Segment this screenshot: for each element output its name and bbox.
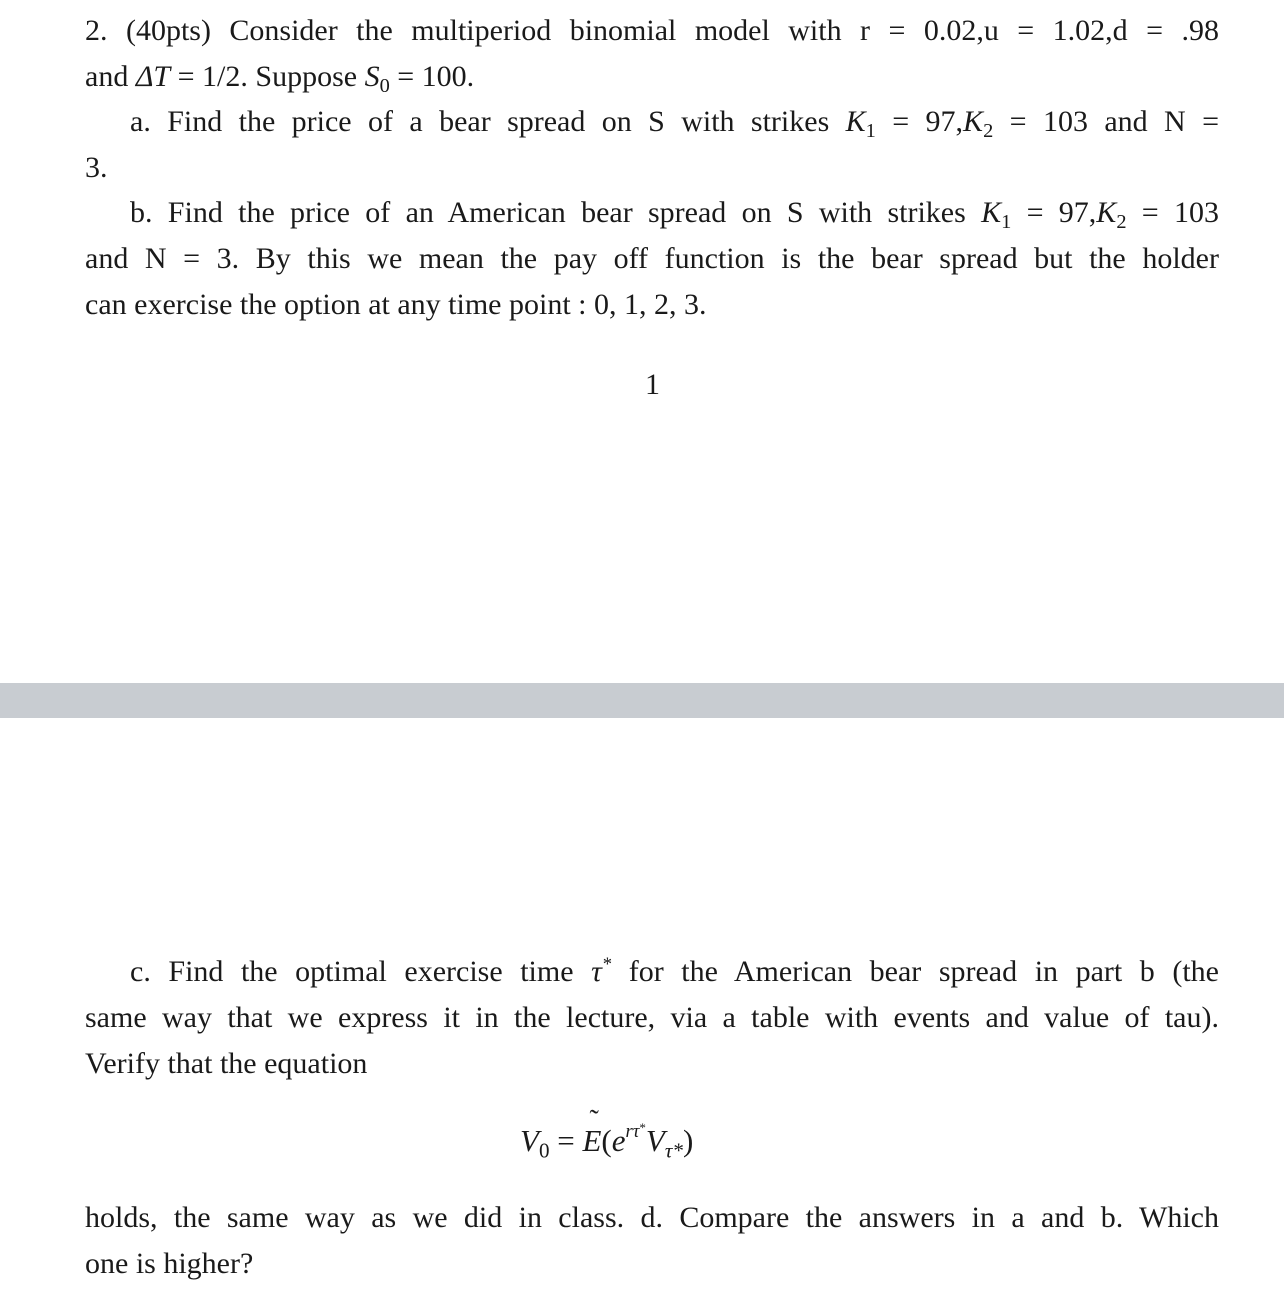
- part-d-line2: one is higher?: [85, 1247, 254, 1280]
- k-letter: K: [845, 105, 866, 138]
- k-letter: K: [1096, 196, 1117, 229]
- problem-intro-line1: [85, 16, 1219, 46]
- exp-base: e: [611, 1123, 626, 1158]
- k-letter: K: [963, 105, 984, 138]
- part-b-line2: and N = 3. By this we mean the pay off function is the bear spread but the holder: [85, 242, 1219, 275]
- tau-superscript: *: [601, 953, 612, 975]
- part-c-label: c.: [130, 955, 151, 988]
- k-letter: K: [981, 196, 1002, 229]
- tau-letter: τ: [591, 955, 602, 988]
- text-segment: = 97,: [875, 105, 964, 138]
- page-separator: [0, 683, 1284, 718]
- text-segment: Find the optimal exercise time: [168, 955, 592, 988]
- k-subscript: 1: [1001, 211, 1012, 234]
- s-subscript: 0: [379, 75, 390, 98]
- v-letter: V: [645, 1123, 665, 1158]
- v-subscript: 0: [538, 1138, 550, 1163]
- close-paren: ): [682, 1123, 694, 1158]
- text-segment: for the American bear spread in part b (the: [611, 955, 1219, 988]
- problem-points: (40pts): [125, 14, 211, 47]
- part-b-line1: [130, 196, 1220, 234]
- k1-symbol: [845, 105, 876, 143]
- exp-power: [626, 1121, 646, 1142]
- k-subscript: 1: [865, 120, 876, 143]
- text-segment: and: [85, 60, 136, 93]
- s-letter: S: [364, 60, 380, 93]
- part-c-line3: Verify that the equation: [85, 1047, 368, 1080]
- part-c-line2: same way that we express it in the lecture, via a table with events and value of tau).: [85, 1001, 1219, 1034]
- exp-power-star: *: [639, 1119, 646, 1135]
- expectation-symbol: ˜ E: [582, 1125, 601, 1156]
- part-a-line1: [130, 105, 1220, 143]
- text-segment: = 103 and N =: [993, 105, 1220, 138]
- part-a-label: a.: [130, 105, 151, 138]
- part-d-line1: holds, the same way as we did in class. d. Compare the answers in a and b. Which: [85, 1201, 1219, 1234]
- problem-intro-line2: [85, 60, 475, 98]
- text-segment: Find the price of an American bear spread on S with strikes: [167, 196, 982, 229]
- part-b-label: b.: [130, 196, 153, 229]
- optional-stopping-equation: [520, 1119, 694, 1163]
- text-segment: = 103: [1126, 196, 1220, 229]
- k-subscript: 2: [1116, 211, 1127, 234]
- exp-power-text: rτ: [625, 1121, 640, 1143]
- text-segment: = 100.: [389, 60, 475, 93]
- delta-t-symbol: ΔT: [135, 60, 171, 93]
- problem-number: 2.: [85, 14, 108, 47]
- part-b-line3: can exercise the option at any time point : 0, 1, 2, 3.: [85, 288, 707, 321]
- page-number: 1: [645, 368, 660, 401]
- part-c-line1: [130, 953, 1219, 988]
- k2-symbol: [1096, 196, 1127, 234]
- text-segment: Find the price of a bear spread on S with strikes: [167, 105, 846, 138]
- text-segment: = 1/2. Suppose: [170, 60, 365, 93]
- v-tau-subscript: τ*: [664, 1138, 683, 1163]
- k-subscript: 2: [983, 120, 994, 143]
- k1-symbol: [981, 196, 1012, 234]
- part-a-continuation: 3.: [85, 151, 108, 184]
- text-segment: = 97,: [1011, 196, 1097, 229]
- k2-symbol: [963, 105, 994, 143]
- open-paren: (: [601, 1123, 612, 1158]
- equals-sign: =: [549, 1123, 583, 1158]
- problem-intro-text: Consider the multiperiod binomial model with r = 0.02,u = 1.02,d = .98: [229, 14, 1219, 47]
- v-letter: V: [520, 1123, 539, 1158]
- tau-star-symbol: [591, 955, 611, 988]
- s0-symbol: [364, 60, 390, 98]
